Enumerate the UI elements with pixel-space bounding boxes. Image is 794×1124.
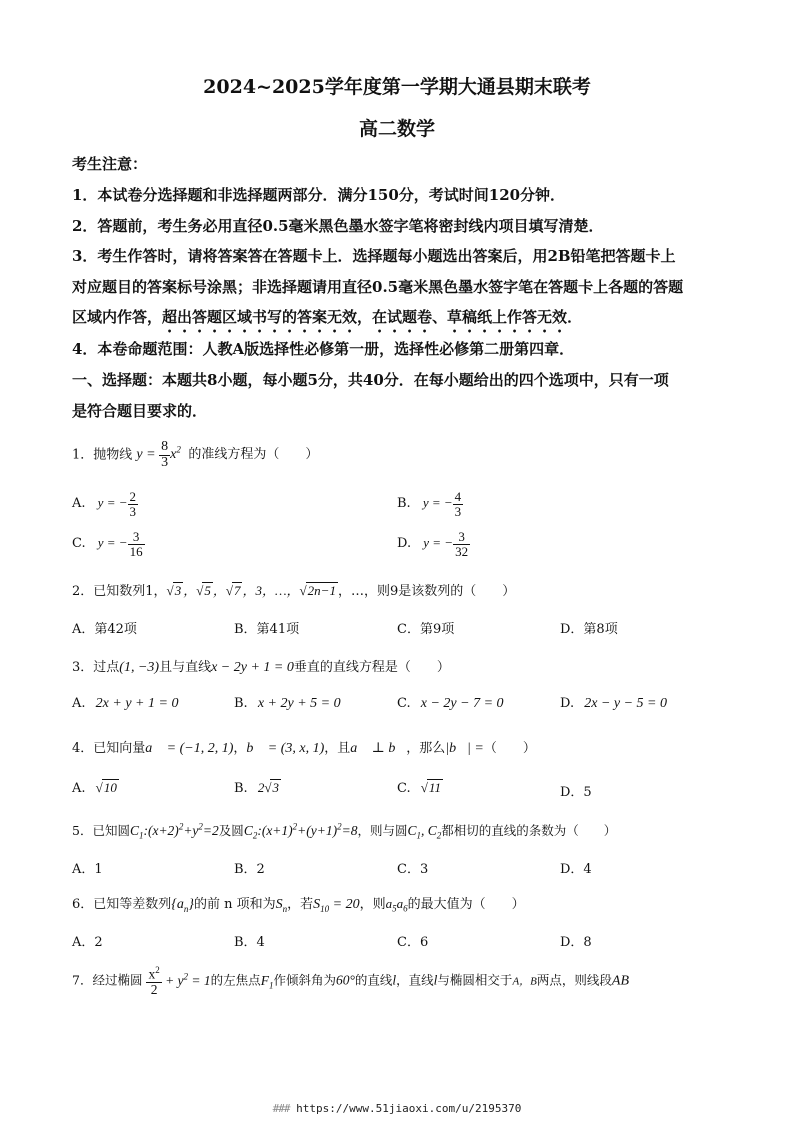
q2-option-b[interactable]: B．第41项 xyxy=(234,622,300,637)
q1-option-a[interactable]: A. y = − $\frac{2}{3}$ xyxy=(72,489,136,519)
q4-option-a[interactable]: A. √10 xyxy=(72,780,117,796)
exam-subtitle: 高二数学 xyxy=(358,118,435,140)
emphasis-text-1: 超出答题区域书写的答案无效 xyxy=(162,308,358,326)
q2-option-c[interactable]: C．第9项 xyxy=(397,622,455,637)
emphasis-text-2: 在试题卷、草稿纸上作答无效 xyxy=(372,308,568,326)
section-1-line-2: 是符合题目要求的． xyxy=(72,402,208,420)
question-2: 2．已知数列1，√3 ，√5 ，√7 ，3，…，√2n−1 ，…，则9是该数列的（ ） xyxy=(72,583,516,599)
q2-option-d[interactable]: D．第8项 xyxy=(560,622,618,637)
footer-url[interactable]: ### https://www.51jiaoxi.com/u/2195370 xyxy=(272,1102,522,1115)
question-6: 6．已知等差数列$\{a_n\}$的前 n 项和为$S_n$，若$S_{10} = 20$，则$a_5a_6$的最大值为（ ） xyxy=(72,896,525,914)
q4-option-b[interactable]: B. 2√3 xyxy=(234,780,279,796)
question-5: 5．已知圆$C_1:(x+2)^2+y^2=2$及圆$C_2:(x+1)^2+(y+1)^2=8$，则与圆$C_1$, $C_2$都相切的直线的条数为（ ） xyxy=(72,821,617,841)
notice-item-3-line-1: 3．考生作答时，请将答案答在答题卡上．选择题每小题选出答案后，用2B铅笔把答题卡上 xyxy=(72,247,676,265)
question-1: 1．抛物线 y = $\frac{8}{3}$ $x^2$ 的准线方程为（ ） xyxy=(72,439,319,470)
notice-item-4: 4．本卷命题范围：人教A版选择性必修第一册，选择性必修第二册第四章． xyxy=(72,340,575,358)
q4-option-c[interactable]: C. √11 xyxy=(397,780,441,796)
q1-option-d[interactable]: D. y = − $\frac{3}{32}$ xyxy=(397,529,469,559)
q6-option-a[interactable]: A．2 xyxy=(72,935,103,950)
q4-option-d[interactable]: D．5 xyxy=(560,785,592,800)
notice-item-3-line-2: 对应题目的答案标号涂黑；非选择题请用直径0.5毫米黑色墨水签字笔在答题卡上各题的答题 xyxy=(72,278,684,296)
footer-mark: ### xyxy=(272,1102,290,1115)
q2-option-a[interactable]: A．第42项 xyxy=(72,622,137,637)
q6-option-b[interactable]: B．4 xyxy=(234,935,265,950)
question-7: 7．经过椭圆 $\frac{x^2}{2}$ + $y^2 = 1$的左焦点$F_1$作倾斜角为60°的直线l，直线l与椭圆相交于A，B两点，则线段AB xyxy=(72,965,630,997)
notice-item-1: 1．本试卷分选择题和非选择题两部分．满分150分，考试时间120分钟． xyxy=(72,186,566,204)
question-3: 3．过点(1, −3)且与直线x − 2y + 1 = 0垂直的直线方程是（ ） xyxy=(72,660,450,675)
q3-option-a[interactable]: A. 2x + y + 1 = 0 xyxy=(72,696,179,711)
section-1-line-1: 一、选择题：本题共8小题，每小题5分，共40分．在每小题给出的四个选项中，只有一项 xyxy=(72,371,669,389)
q5-option-a[interactable]: A．1 xyxy=(72,862,103,877)
notice-item-2: 2．答题前，考生务必用直径0.5毫米黑色墨水签字笔将密封线内项目填写清楚． xyxy=(72,217,604,235)
q5-option-c[interactable]: C．3 xyxy=(397,862,429,877)
notice-heading: 考生注意： xyxy=(72,155,148,173)
q6-option-c[interactable]: C．6 xyxy=(397,935,429,950)
q5-option-d[interactable]: D．4 xyxy=(560,862,592,877)
q5-option-b[interactable]: B．2 xyxy=(234,862,265,877)
question-4: 4．已知向量a⃗ = (−1, 2, 1)，b⃗ = (3, x, 1)，且a⃗ ⊥ b⃗，那么|b⃗| =（ ） xyxy=(72,741,536,756)
notice-item-3-line-3: 区域内作答，超出答题区域书写的答案无效，在试题卷、草稿纸上作答无效． xyxy=(72,308,583,326)
q3-option-b[interactable]: B. x + 2y + 5 = 0 xyxy=(234,696,341,711)
q6-option-d[interactable]: D．8 xyxy=(560,935,592,950)
q3-option-d[interactable]: D. 2x − y − 5 = 0 xyxy=(560,696,668,711)
exam-title: 2024~2025学年度第一学期大通县期末联考 xyxy=(203,76,591,98)
q1-option-c[interactable]: C. y = − $\frac{3}{16}$ xyxy=(72,529,143,559)
q1-option-b[interactable]: B. y = − $\frac{4}{3}$ xyxy=(397,489,462,519)
q3-option-c[interactable]: C. x − 2y − 7 = 0 xyxy=(397,696,504,711)
